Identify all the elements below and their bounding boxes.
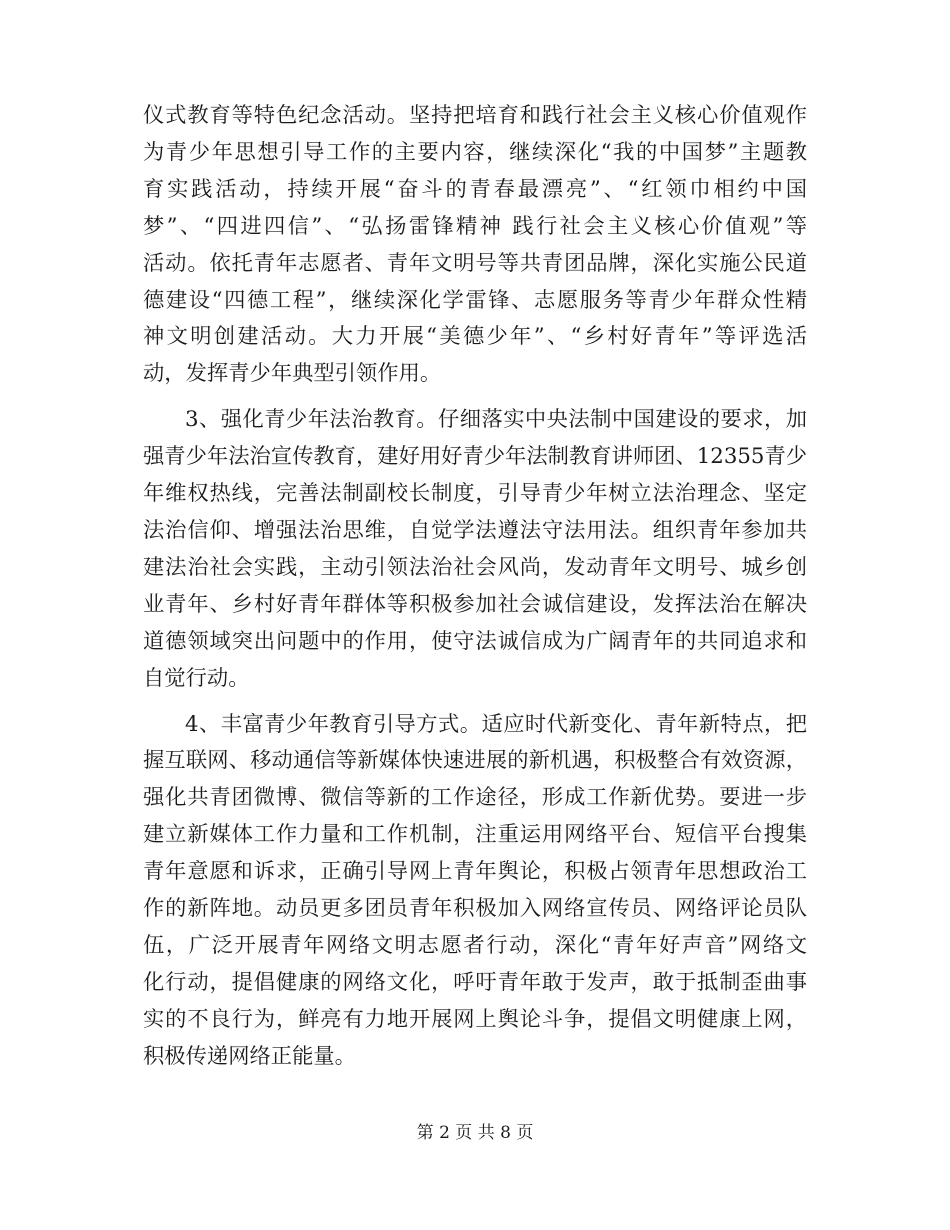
text-line: 动，发挥青少年典型引领作用。 bbox=[143, 361, 442, 387]
text-line: 强化共青团微博、微信等新的工作途径，形成工作新优势。要进一步 bbox=[143, 785, 807, 811]
text-line: 强青少年法治宣传教育，建好用好青少年法制教育讲师团、12355青少 bbox=[143, 444, 808, 470]
text-line: 积极传递网络正能量。 bbox=[143, 1043, 356, 1069]
text-line: 仪式教育等特色纪念活动。坚持把培育和践行社会主义核心价值观作 bbox=[143, 103, 807, 128]
text-line: 伍，广泛开展青年网络文明志愿者行动，深化“青年好声音”网络文 bbox=[143, 932, 807, 958]
text-line: 建立新媒体工作力量和工作机制，注重运用网络平台、短信平台搜集 bbox=[143, 822, 807, 848]
document-body bbox=[143, 98, 807, 1076]
text-line: 建法治社会实践，主动引领法治社会风尚，发动青年文明号、城乡创 bbox=[143, 554, 807, 580]
text-line: 道德领域突出问题中的作用，使守法诚信成为广阔青年的共同追求和 bbox=[143, 628, 807, 654]
page-number-footer: 第 2 页 共 8 页 bbox=[416, 1123, 534, 1143]
text-line: 作的新阵地。动员更多团员青年积极加入网络宣传员、网络评论员队 bbox=[143, 896, 807, 922]
text-line: 化行动，提倡健康的网络文化，呼吁青年敢于发声，敢于抵制歪曲事 bbox=[143, 969, 807, 995]
text-line: 实的不良行为，鲜亮有力地开展网上舆论斗争，提倡文明健康上网， bbox=[143, 1006, 807, 1032]
paragraph-section-4 bbox=[143, 707, 807, 1076]
text-line: 青年意愿和诉求，正确引导网上青年舆论，积极占领青年思想政治工 bbox=[143, 859, 807, 885]
text-line: 活动。依托青年志愿者、青年文明号等共青团品牌，深化实施公民道 bbox=[143, 250, 807, 276]
paragraph-section-3 bbox=[143, 402, 807, 697]
text-line: 梦”、“四进四信”、“弘扬雷锋精神 践行社会主义核心价值观”等 bbox=[143, 213, 807, 239]
text-line: 神文明创建活动。大力开展“美德少年”、“乡村好青年”等评选活 bbox=[143, 324, 807, 350]
text-line: 为青少年思想引导工作的主要内容，继续深化“我的中国梦”主题教 bbox=[143, 139, 807, 165]
text-line: 握互联网、移动通信等新媒体快速进展的新机遇，积极整合有效资源， bbox=[143, 748, 807, 774]
text-line: 德建设“四德工程”，继续深化学雷锋、志愿服务等青少年群众性精 bbox=[143, 287, 807, 313]
text-line: 年维权热线，完善法制副校长制度，引导青少年树立法治理念、坚定 bbox=[143, 481, 807, 507]
text-line: 育实践活动，持续开展“奋斗的青春最漂亮”、“红领巾相约中国 bbox=[143, 176, 807, 202]
text-line: 自觉行动。 bbox=[143, 665, 250, 691]
text-line: 3、强化青少年法治教育。仔细落实中央法制中国建设的要求，加 bbox=[185, 407, 807, 433]
text-line: 法治信仰、增强法治思维，自觉学法遵法守法用法。组织青年参加共 bbox=[143, 517, 807, 543]
text-line: 4、丰富青少年教育引导方式。适应时代新变化、青年新特点，把 bbox=[185, 711, 807, 737]
paragraph-continuation bbox=[143, 98, 807, 393]
text-line: 业青年、乡村好青年群体等积极参加社会诚信建设，发挥法治在解决 bbox=[143, 591, 807, 617]
